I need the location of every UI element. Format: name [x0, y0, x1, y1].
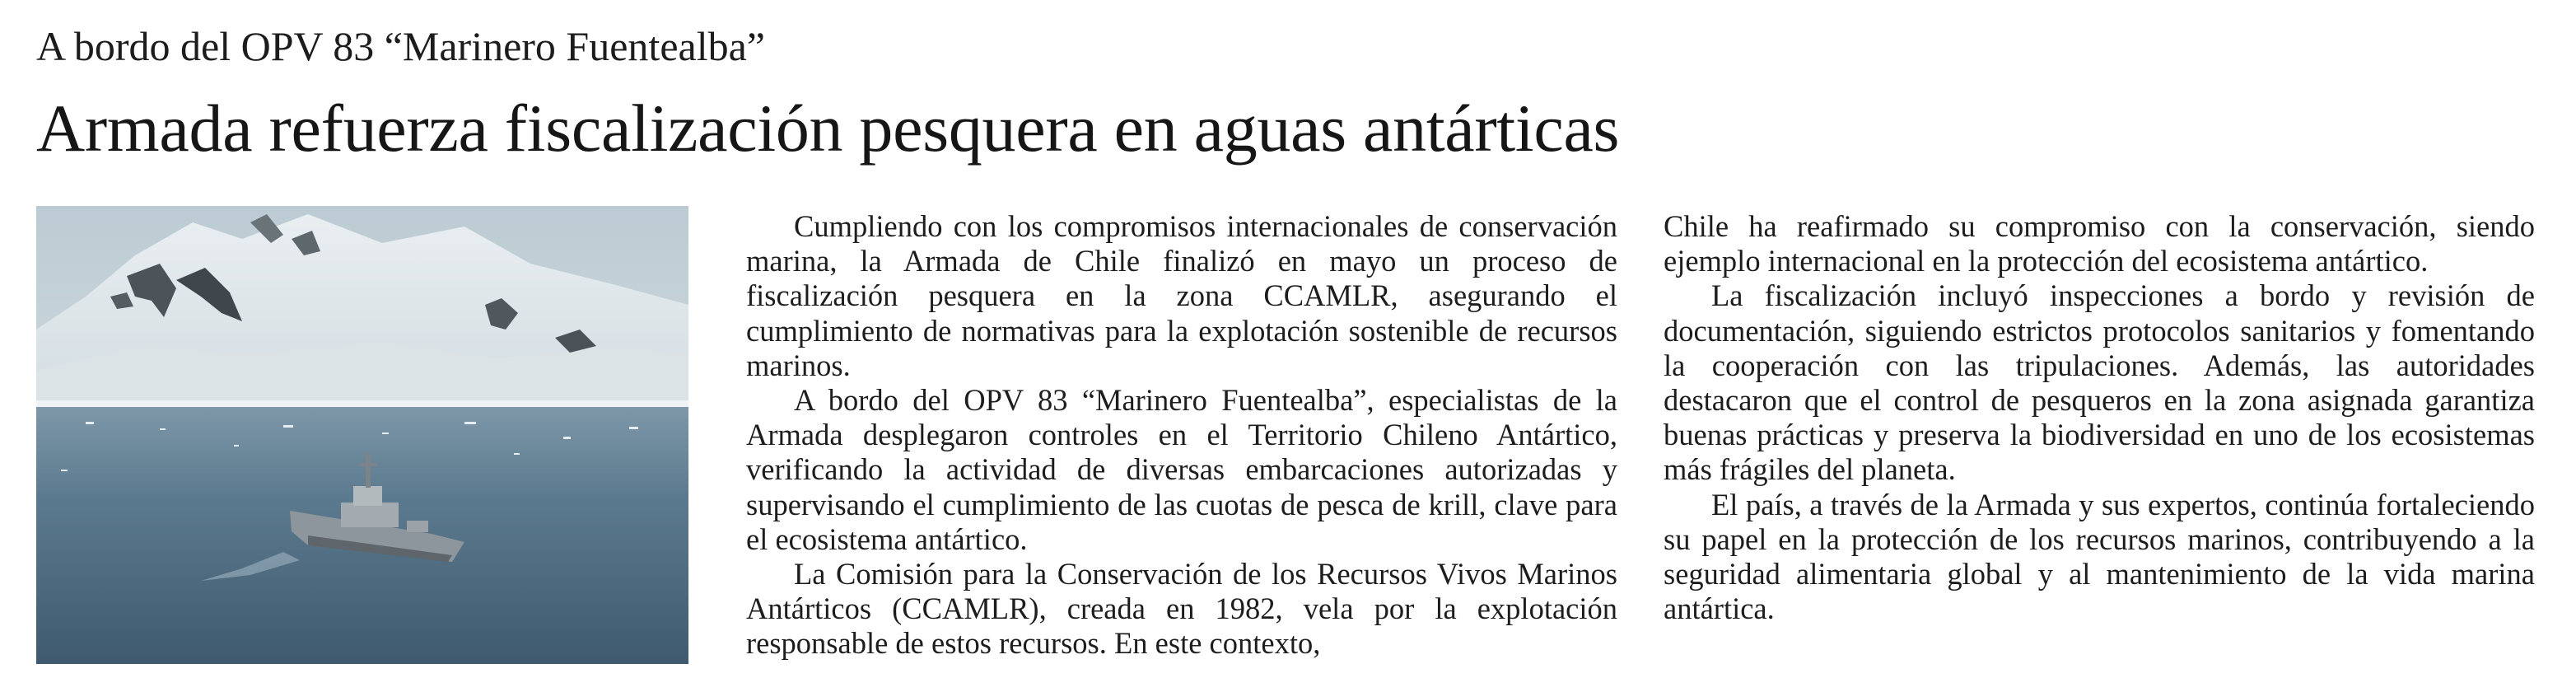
article-column-2: [1664, 209, 2535, 626]
paragraph: Chile ha reafirmado su compromiso con la conservación, siendo ejemplo internacional en la protección del ecosistema antártico.: [1664, 209, 2535, 278]
article-headline: Armada refuerza fiscalización pesquera en aguas antárticas: [36, 91, 1620, 166]
article-kicker: A bordo del OPV 83 “Marinero Fuentealba”: [36, 23, 765, 69]
paragraph: A bordo del OPV 83 “Marinero Fuentealba”, especialistas de la Armada desplegaron controles en el Territorio Chileno Antártico, verificando la actividad de diversas embarcaciones autorizadas y supervisando el cumplimiento de las cuotas de pesca de krill, clave para el ecosistema antártico.: [746, 383, 1617, 556]
paragraph: El país, a través de la Armada y sus expertos, continúa fortaleciendo su papel en la protección de los recursos marinos, contribuyendo a la seguridad alimentaria global y al mantenimiento de la vida marina antártica.: [1664, 487, 2535, 626]
patrol-ship-photo-illustration: [36, 206, 688, 664]
article-column-1: [746, 209, 1617, 662]
article-photo: [36, 206, 688, 664]
paragraph: La fiscalización incluyó inspecciones a bordo y revisión de documentación, siguiendo estrictos protocolos sanitarios y fomentando la cooperación con las tripulaciones. Además, las autoridades destacaron que el control de pesqueros en la zona asignada garantiza buenas prácticas y preserva la biodiversidad en uno de los ecosistemas más frágiles del planeta.: [1664, 278, 2535, 487]
paragraph: Cumpliendo con los compromisos internacionales de conservación marina, la Armada de Chile finalizó en mayo un proceso de fiscalización pesquera en la zona CCAMLR, asegurando el cumplimiento de normativas para la explotación sostenible de recursos marinos.: [746, 209, 1617, 382]
paragraph: La Comisión para la Conservación de los Recursos Vivos Marinos Antárticos (CCAMLR), creada en 1982, vela por la explotación responsable de estos recursos. En este contexto,: [746, 557, 1617, 661]
